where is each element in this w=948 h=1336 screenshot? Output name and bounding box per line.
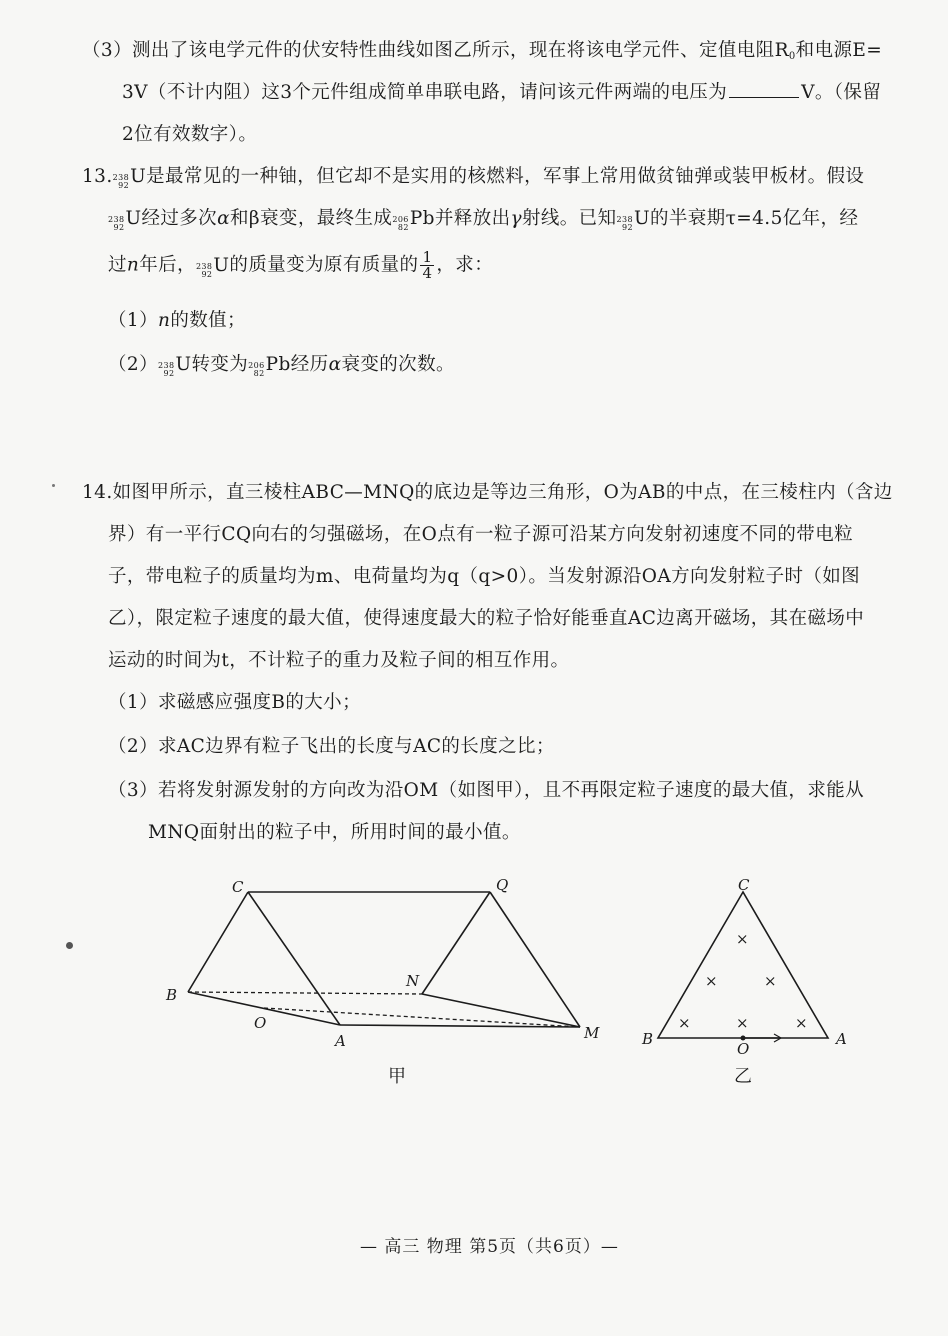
u238-nuclide: 238 92 U xyxy=(195,254,230,279)
q14-line3: 子，带电粒子的质量均为m、电荷量均为q（q>0）。当发射源沿OA方向发射粒子时（如图 xyxy=(108,566,861,587)
u238-nuclide: 238 92 U xyxy=(112,166,147,190)
label-a: A xyxy=(836,1030,847,1048)
caption-yi: 乙 xyxy=(734,1066,752,1087)
label-n: N xyxy=(406,972,420,990)
edge-ca xyxy=(248,892,340,1025)
label-c: C xyxy=(738,876,750,894)
label-c: C xyxy=(232,878,244,896)
label-b: B xyxy=(166,986,178,1004)
figure-jia-prism xyxy=(160,870,620,1100)
edge-cb xyxy=(188,892,248,992)
q12-part3-line2: 3V（不计内阻）这3个元件组成简单串联电路，请问该元件两端的电压为 V。（保留 xyxy=(122,82,882,103)
label-m: M xyxy=(584,1024,600,1042)
q14-line2: 界）有一平行CQ向右的匀强磁场，在O点有一粒子源可沿某方向发射初速度不同的带电粒 xyxy=(108,524,853,545)
q14-line4: 乙），限定粒子速度的最大值，使得速度最大的粒子恰好能垂直AC边离开磁场，其在磁场中 xyxy=(108,608,865,629)
edge-qn xyxy=(422,892,490,994)
field-marks xyxy=(678,930,808,1032)
answer-blank xyxy=(729,83,799,98)
q14-line1: 14.如图甲所示，直三棱柱ABC—MNQ的底边是等边三角形，O为AB的中点，在三棱柱内（含边 xyxy=(82,482,893,503)
pb206-nuclide: 206 82 Pb xyxy=(392,208,435,232)
edge-qm xyxy=(490,892,580,1027)
q13-line1: 13. 238 92 U是最常见的一种铀，但它却不是实用的核燃料，军事上常用做贫铀弹或装甲板材。假设 xyxy=(82,166,865,190)
field-mark: × xyxy=(764,972,777,990)
q13-line2: 238 92 U经过多次α和β衰变，最终生成 206 82 Pb并释放出γ射线。已知 238 92 U的半衰期τ=4.5亿年，经 xyxy=(108,208,859,232)
q13-part2: （2） 238 92 U转变为 206 82 Pb经历α衰变的次数。 xyxy=(108,354,455,378)
edge-nm xyxy=(422,994,580,1027)
field-mark: × xyxy=(736,930,749,948)
field-mark: × xyxy=(736,1014,749,1032)
q12-part3-line1: （3）测出了该电学元件的伏安特性曲线如图乙所示，现在将该电学元件、定值电阻$R_0$和电源E= xyxy=(82,40,883,62)
scan-speck xyxy=(52,484,55,487)
scan-speck xyxy=(66,942,73,949)
label-a: A xyxy=(335,1032,346,1050)
q13-line3: 过n年后， 238 92 U的质量变为原有质量的 $\frac{1}{4}$ ，求： xyxy=(108,248,494,282)
label-q: Q xyxy=(496,876,509,894)
q14-line5: 运动的时间为t，不计粒子的重力及粒子间的相互作用。 xyxy=(108,650,570,671)
field-mark: × xyxy=(705,972,718,990)
u238-nuclide: 238 92 U xyxy=(616,208,650,232)
q12-part3-line3: 2位有效数字）。 xyxy=(122,124,258,145)
fraction-one-quarter: $\frac{1}{4}$ xyxy=(422,248,433,282)
q14-part2: （2）求AC边界有粒子飞出的长度与AC的长度之比； xyxy=(108,736,555,757)
caption-jia: 甲 xyxy=(388,1066,406,1087)
u238-nuclide: 238 92 U xyxy=(108,208,142,232)
q14-part3-line2: MNQ面射出的粒子中，所用时间的最小值。 xyxy=(148,822,521,843)
pb206-nuclide: 206 82 Pb xyxy=(248,354,291,378)
label-o: O xyxy=(737,1040,750,1058)
page-footer: — 高三 物理 第5页（共6页）— xyxy=(360,1237,619,1257)
label-b: B xyxy=(642,1030,654,1048)
field-mark: × xyxy=(678,1014,691,1032)
field-mark: × xyxy=(795,1014,808,1032)
q14-part3-line1: （3）若将发射源发射的方向改为沿OM（如图甲），且不再限定粒子速度的最大值，求能从 xyxy=(108,780,865,801)
q13-part1: （1）n的数值； xyxy=(108,310,246,331)
q14-part1: （1）求磁感应强度B的大小； xyxy=(108,692,361,713)
figure-yi-triangle xyxy=(630,870,870,1100)
u238-nuclide: 238 92 U xyxy=(157,354,192,378)
label-o: O xyxy=(254,1014,267,1032)
edge-bn-dashed xyxy=(188,992,422,994)
